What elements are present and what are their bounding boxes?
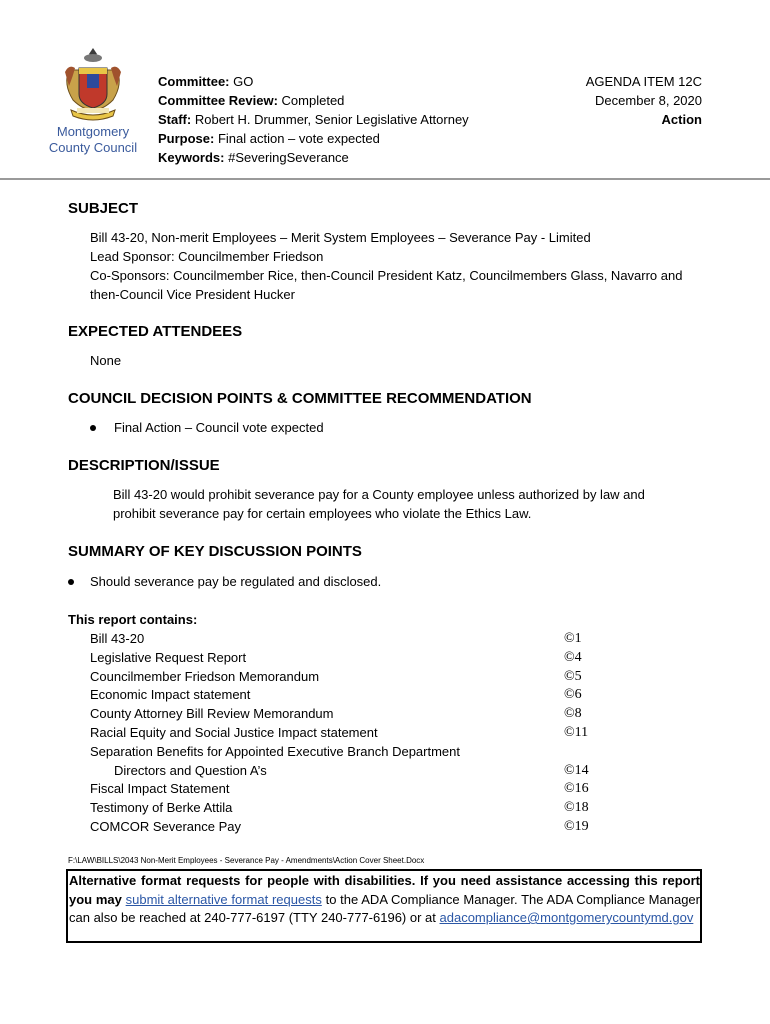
review-label: Committee Review: [158,93,278,108]
contents-item-label: Fiscal Impact Statement [90,781,230,797]
contents-title: This report contains: [68,612,198,627]
committee-value: GO [233,74,254,89]
contents-item [90,724,610,743]
agenda-block [586,72,702,129]
contents-item-label: Legislative Request Report [90,649,247,665]
agenda-action: Action [661,112,702,127]
review-value: Completed [281,93,345,108]
purpose-value: Final action – vote expected [217,131,380,146]
contents-list [90,630,610,837]
contents-item [90,818,610,837]
decision-heading: COUNCIL DECISION POINTS & COMMITTEE RECOMMENDATION [68,390,532,407]
keywords-label: Keywords: [158,150,225,165]
contents-item [90,705,610,724]
contents-item-label: Economic Impact statement [90,687,251,703]
contents-item [90,630,610,649]
description-line-1: Bill 43-20 would prohibit severance pay for a County employee unless authorized by law and [113,487,645,502]
county-seal-logo [57,44,129,128]
header-divider [0,178,770,180]
review-row [158,91,469,110]
attendees-text: None [90,353,122,368]
notice-bold-text: Alternative format requests for people with disabilities. If you need assistance accessing this report you may [69,873,700,907]
staff-value: Robert H. Drummer, Senior Legislative Attorney [194,112,469,127]
keywords-row [158,148,469,167]
contents-item-page: ©14 [564,762,589,778]
contents-item-label: COMCOR Severance Pay [90,818,241,834]
alternative-format-link[interactable]: submit alternative format requests [125,891,322,907]
contents-item [90,686,610,705]
contents-item [90,780,610,799]
purpose-label: Purpose: [158,131,215,146]
accessibility-notice [66,869,702,943]
decision-bullet [90,418,324,437]
subject-line-2: Lead Sponsor: Councilmember Friedson [90,249,324,264]
subject-heading: SUBJECT [68,200,139,217]
subject-line-1: Bill 43-20, Non-merit Employees – Merit System Employees – Severance Pay - Limited [90,230,591,245]
contents-item-label: Racial Equity and Social Justice Impact statement [90,724,378,740]
summary-bullet-text: Should severance pay be regulated and disclosed. [90,574,382,589]
contents-item-page: ©18 [564,800,589,816]
notice-rest-text: to the ADA Compliance Manager. The ADA Compliance Manager can also be reached at 240-777-6197 (TTY 240-777-6196) or at [69,891,700,925]
staff-label: Staff: [158,112,192,127]
meta-block [158,72,469,167]
contents-item-page: ©16 [564,781,589,797]
org-name-line2: County Council [48,140,138,155]
contents-item [90,799,610,818]
committee-label: Committee: [158,74,230,89]
contents-item [90,649,610,668]
agenda-item: AGENDA ITEM 12C [585,74,702,89]
contents-item-page: ©8 [564,706,582,722]
file-path: F:\LAW\BILLS\2043 Non-Merit Employees - Severance Pay - Amendments\Action Cover Sheet.Docx [68,856,425,865]
contents-item [90,743,610,762]
bullet-dot [90,425,96,431]
agenda-date: December 8, 2020 [595,93,702,108]
purpose-row [158,129,469,148]
contents-item-page: ©4 [564,649,582,665]
contents-item-page: ©6 [564,687,582,703]
contents-item-page: ©19 [564,818,589,834]
description-heading: DESCRIPTION/ISSUE [68,457,220,474]
committee-row [158,72,469,91]
contents-item-page: ©5 [564,668,582,684]
contents-item-label: Testimony of Berke Attila [90,800,233,816]
attendees-heading: EXPECTED ATTENDEES [68,323,243,340]
contents-item-label: Separation Benefits for Appointed Executive Branch Department [90,743,460,759]
contents-item-label: Bill 43-20 [90,631,145,646]
org-name-line1: Montgomery [56,124,130,139]
contents-item [90,668,610,687]
contents-item-page: ©1 [564,631,582,646]
summary-bullet [68,572,381,591]
bullet-dot [68,579,74,585]
ada-email-link[interactable]: adacompliance@montgomerycountymd.gov [439,910,694,925]
summary-heading: SUMMARY OF KEY DISCUSSION POINTS [68,543,362,560]
staff-row [158,110,469,129]
description-line-2: prohibit severance pay for certain employees who violate the Ethics Law. [113,506,532,521]
decision-bullet-text: Final Action – Council vote expected [114,420,324,435]
subject-line-4: then-Council Vice President Hucker [90,287,295,302]
contents-item-label: Directors and Question A’s [114,762,267,778]
contents-item-page: ©11 [564,724,589,740]
keywords-value: #SeveringSeverance [228,150,349,165]
contents-item-label: Councilmember Friedson Memorandum [90,668,320,684]
contents-item-label: County Attorney Bill Review Memorandum [90,706,334,722]
contents-item [90,762,610,781]
subject-line-3: Co-Sponsors: Councilmember Rice, then-Council President Katz, Councilmembers Glass, Navarro and [90,268,683,283]
